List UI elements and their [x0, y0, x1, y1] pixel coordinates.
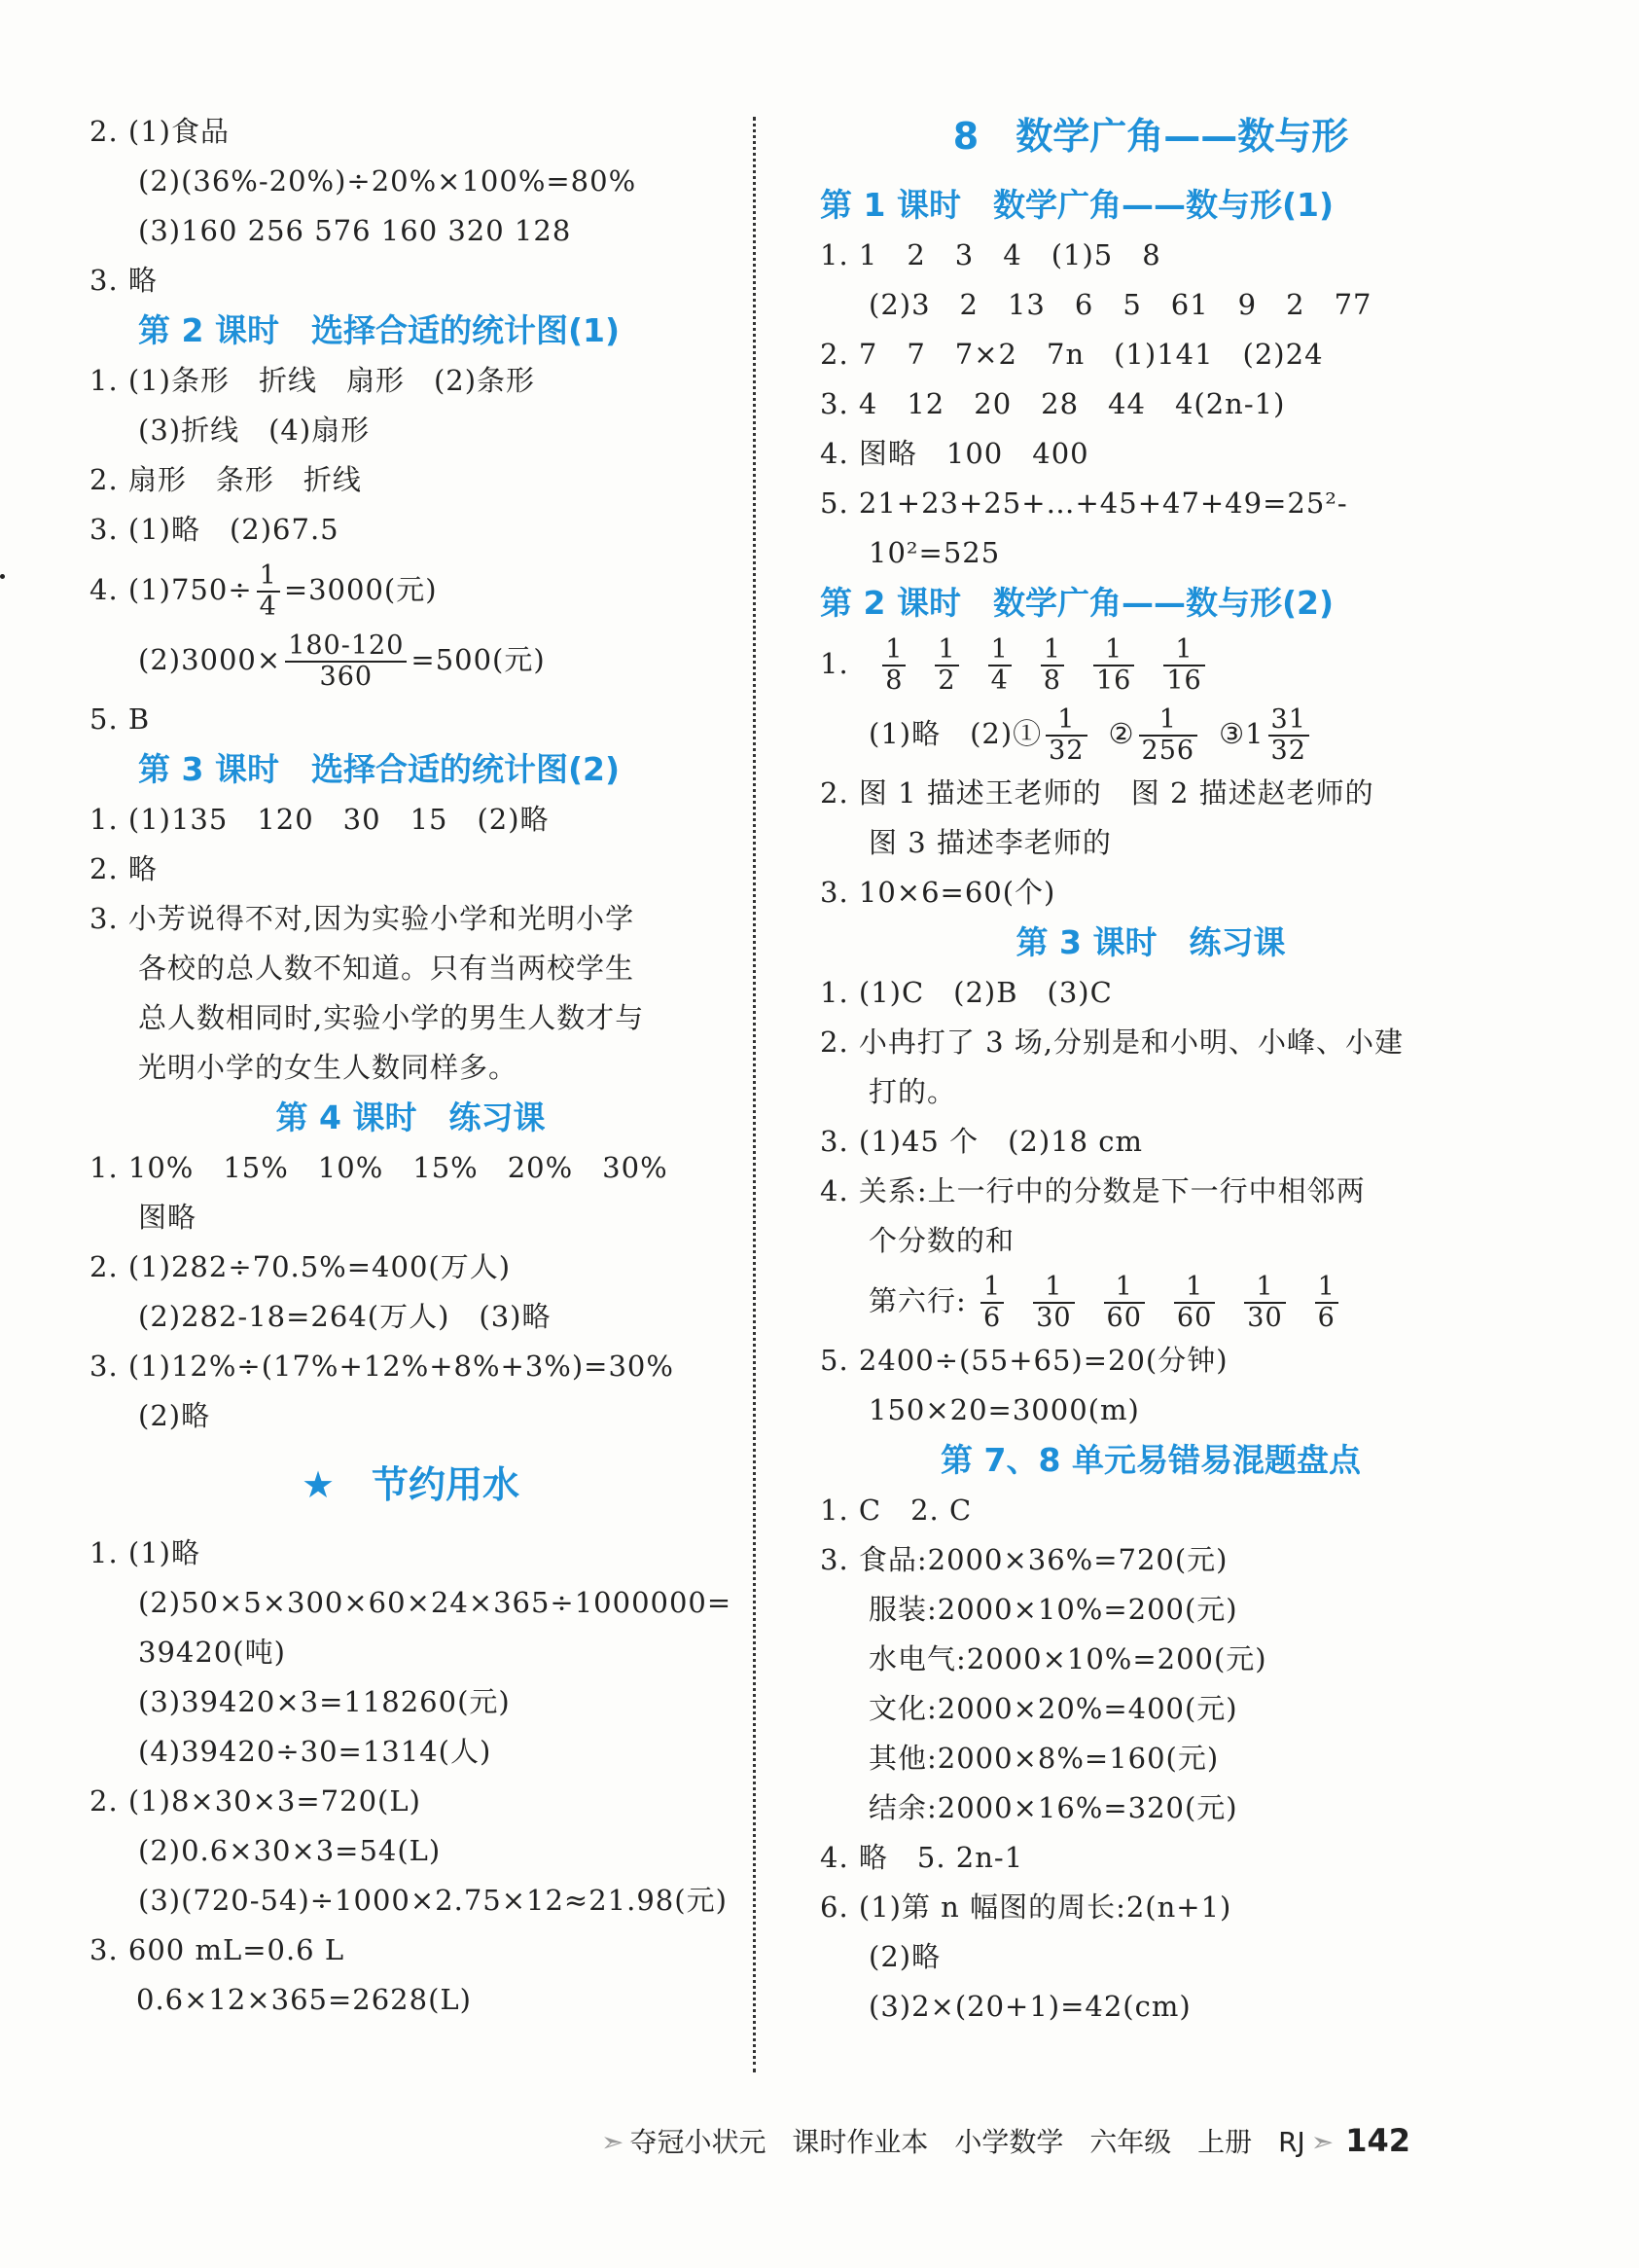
fraction: [980, 1273, 1004, 1333]
answer-line: 150×20=3000(m): [869, 1393, 1140, 1426]
answer-line-fraction: [89, 625, 731, 695]
lesson-heading: 第 7、8 单元易错易混题盘点: [941, 1441, 1361, 1479]
denominator: 60: [1106, 1303, 1142, 1333]
numerator: 1: [1139, 705, 1198, 737]
answer-line: 4. 关系:上一行中的分数是下一行中相邻两: [820, 1174, 1366, 1207]
answer-line: 3. 略: [89, 264, 158, 297]
answer-line: 3. 10×6=60(个): [820, 876, 1056, 909]
text: (2)3000×: [138, 643, 282, 676]
numerator: 31: [1268, 705, 1309, 737]
answer-line: 结余:2000×16%=320(元): [869, 1791, 1238, 1824]
numerator: 1: [1033, 1273, 1074, 1304]
text: (1)略 (2)①: [869, 717, 1043, 750]
lesson-heading: 第 3 课时 练习课: [1015, 923, 1286, 961]
fraction: [257, 561, 280, 622]
page-number: 142: [1345, 2122, 1411, 2159]
answer-line: (2)50×5×300×60×24×365÷1000000=: [138, 1586, 732, 1619]
answer-line: (3)2×(20+1)=42(cm): [869, 1990, 1192, 2023]
fraction: [1139, 705, 1198, 766]
fraction: [1104, 1273, 1145, 1333]
unit-heading: 8 数学广角——数与形: [952, 115, 1349, 158]
text: ③1: [1219, 717, 1265, 750]
right-column: [820, 92, 1481, 2032]
numerator: 1: [1104, 1273, 1145, 1304]
answer-line: 1. 10% 15% 10% 15% 20% 30%: [89, 1151, 668, 1184]
chevron-right-icon: ➣: [1310, 2126, 1335, 2158]
answer-line: (2)略: [869, 1940, 942, 1973]
answer-line-fraction: [89, 555, 731, 625]
answer-line-fraction: [820, 699, 1481, 769]
lesson-heading: 第 3 课时 选择合适的统计图(2): [138, 750, 621, 788]
answer-line: 3. 600 mL=0.6 L: [89, 1933, 345, 1966]
answer-line: 4. 略 5. 2n-1: [820, 1841, 1024, 1874]
margin-dot: [0, 574, 5, 579]
fraction: [988, 635, 1012, 696]
answer-line: 文化:2000×20%=400(元): [869, 1692, 1238, 1725]
answer-line: 5. 2400÷(55+65)=20(分钟): [820, 1344, 1229, 1377]
left-column: [89, 107, 731, 2025]
answer-line: 3. (1)45 个 (2)18 cm: [820, 1125, 1144, 1158]
answer-line: 6. (1)第 n 幅图的周长:2(n+1): [820, 1890, 1232, 1924]
row-label: 第六行:: [869, 1284, 967, 1317]
answer-line: 5. 21+23+25+…+45+47+49=25²-: [820, 486, 1348, 520]
numerator: 180-120: [285, 631, 407, 663]
answer-line: 2. 略: [89, 852, 158, 885]
numerator: 1: [1163, 635, 1204, 666]
denominator: 30: [1036, 1303, 1072, 1333]
answer-line: 1. (1)条形 折线 扇形 (2)条形: [89, 364, 536, 397]
lesson-heading: 第 2 课时 选择合适的统计图(1): [138, 311, 621, 349]
answer-line: (4)39420÷30=1314(人): [138, 1735, 492, 1768]
fraction: [882, 635, 906, 696]
answer-line: (3)39420×3=118260(元): [138, 1685, 511, 1718]
denominator: 16: [1166, 666, 1202, 696]
answer-line: 2. 扇形 条形 折线: [89, 463, 362, 496]
answer-line: 1. (1)C (2)B (3)C: [820, 976, 1113, 1009]
answer-line: 总人数相同时,实验小学的男生人数才与: [138, 1001, 645, 1034]
answer-line: 1. C 2. C: [820, 1494, 973, 1527]
answer-line: 0.6×12×365=2628(L): [136, 1983, 472, 2016]
page-footer: [595, 2121, 1410, 2160]
numerator: 1: [882, 635, 906, 666]
fraction: [1174, 1273, 1215, 1333]
denominator: 60: [1176, 1303, 1213, 1333]
denominator: 2: [938, 666, 956, 696]
answer-line: 3. (1)12%÷(17%+12%+8%+3%)=30%: [89, 1350, 674, 1383]
answer-line: 1. 1 2 3 4 (1)5 8: [820, 238, 1161, 271]
fraction: [935, 635, 958, 696]
answer-line: 4. 图略 100 400: [820, 437, 1089, 470]
fraction: [1033, 1273, 1074, 1333]
fraction: [285, 631, 407, 692]
denominator: 32: [1049, 736, 1085, 766]
numerator: 1: [1315, 1273, 1338, 1304]
lesson-heading: 第 4 课时 练习课: [275, 1098, 546, 1136]
numerator: 1: [935, 635, 958, 666]
footer-brand: 夺冠小状元: [629, 2126, 766, 2158]
answer-line: 3. 4 12 20 28 44 4(2n-1): [820, 387, 1286, 420]
column-divider: [753, 117, 756, 2072]
answer-line: (3)160 256 576 160 320 128: [138, 214, 572, 247]
numerator: 1: [1174, 1273, 1215, 1304]
denominator: 16: [1095, 666, 1132, 696]
footer-subject: 小学数学: [954, 2126, 1064, 2158]
denominator: 30: [1247, 1303, 1283, 1333]
answer-line: (3)折线 (4)扇形: [138, 414, 371, 447]
answer-line: 3. (1)略 (2)67.5: [89, 513, 339, 546]
denominator: 8: [1043, 666, 1061, 696]
answer-line: 图略: [138, 1201, 197, 1234]
answer-line: (2)0.6×30×3=54(L): [138, 1834, 442, 1867]
answer-line: 2. 图 1 描述王老师的 图 2 描述赵老师的: [820, 776, 1374, 810]
answer-line: 2. 7 7 7×2 7n (1)141 (2)24: [820, 338, 1324, 371]
answer-line: 2. (1)食品: [89, 115, 230, 148]
denominator: 360: [319, 662, 374, 692]
denominator: 256: [1141, 736, 1195, 766]
footer-book: 课时作业本: [792, 2126, 929, 2158]
answer-line: 图 3 描述李老师的: [869, 826, 1112, 859]
answer-line: 3. 食品:2000×36%=720(元): [820, 1543, 1229, 1576]
answer-line: 3. 小芳说得不对,因为实验小学和光明小学: [89, 902, 635, 935]
denominator: 8: [885, 666, 904, 696]
lesson-heading: 第 2 课时 数学广角——数与形(2): [820, 584, 1335, 622]
answer-line: (2)3 2 13 6 5 61 9 2 77: [869, 288, 1372, 321]
answer-line-fractions: [820, 1266, 1481, 1336]
fraction: [1244, 1273, 1285, 1333]
lesson-heading: 第 1 课时 数学广角——数与形(1): [820, 186, 1335, 224]
answer-line: 打的。: [869, 1075, 957, 1108]
answer-line: 其他:2000×8%=160(元): [869, 1742, 1220, 1775]
answer-line: 水电气:2000×10%=200(元): [869, 1642, 1267, 1675]
fraction: [1315, 1273, 1338, 1333]
footer-edition: RJ: [1278, 2126, 1305, 2158]
answer-line: 39420(吨): [138, 1636, 286, 1669]
denominator: 32: [1270, 736, 1306, 766]
denominator: 6: [983, 1303, 1002, 1333]
answer-line: 个分数的和: [869, 1224, 1015, 1257]
numerator: 1: [988, 635, 1012, 666]
denominator: 4: [990, 666, 1009, 696]
fraction: [1093, 635, 1134, 696]
answer-line: (2)略: [138, 1399, 211, 1432]
footer-grade: 六年级: [1089, 2126, 1172, 2158]
text: =3000(元): [283, 573, 438, 606]
denominator: 6: [1317, 1303, 1336, 1333]
answer-line: (2)282-18=264(万人) (3)略: [138, 1300, 552, 1333]
answer-line-fractions: [820, 629, 1481, 699]
fraction: [1046, 705, 1087, 766]
answer-line: 2. (1)8×30×3=720(L): [89, 1784, 421, 1818]
fraction: [1163, 635, 1204, 696]
numerator: 1: [980, 1273, 1004, 1304]
text: 4. (1)750÷: [89, 573, 253, 606]
answer-line: 2. (1)282÷70.5%=400(万人): [89, 1250, 512, 1283]
answer-line: 5. B: [89, 702, 151, 736]
numerator: 1: [257, 561, 280, 593]
footer-term: 上册: [1197, 2126, 1253, 2158]
chevron-right-icon: ➣: [601, 2126, 624, 2158]
section-heading: ★ 节约用水: [301, 1463, 520, 1506]
numerator: 1: [1244, 1273, 1285, 1304]
numerator: 1: [1046, 705, 1087, 737]
denominator: 4: [259, 592, 277, 622]
answer-line: 光明小学的女生人数同样多。: [138, 1051, 518, 1084]
numerator: 1: [1041, 635, 1064, 666]
answer-line: 各校的总人数不知道。只有当两校学生: [138, 952, 635, 985]
answer-line: (2)(36%-20%)÷20%×100%=80%: [138, 164, 637, 198]
fraction: [1041, 635, 1064, 696]
text: ②: [1108, 717, 1135, 750]
numerator: 1: [1093, 635, 1134, 666]
answer-line: 2. 小冉打了 3 场,分别是和小明、小峰、小建: [820, 1026, 1404, 1059]
answer-line: 10²=525: [869, 536, 1001, 569]
text: =500(元): [410, 643, 546, 676]
answer-line: 1. (1)略: [89, 1536, 200, 1569]
answer-line: 服装:2000×10%=200(元): [869, 1593, 1238, 1626]
fraction: [1268, 705, 1309, 766]
answer-line: (3)(720-54)÷1000×2.75×12≈21.98(元): [138, 1884, 728, 1917]
answer-line: 1. (1)135 120 30 15 (2)略: [89, 803, 550, 836]
item-number: 1.: [820, 647, 849, 680]
